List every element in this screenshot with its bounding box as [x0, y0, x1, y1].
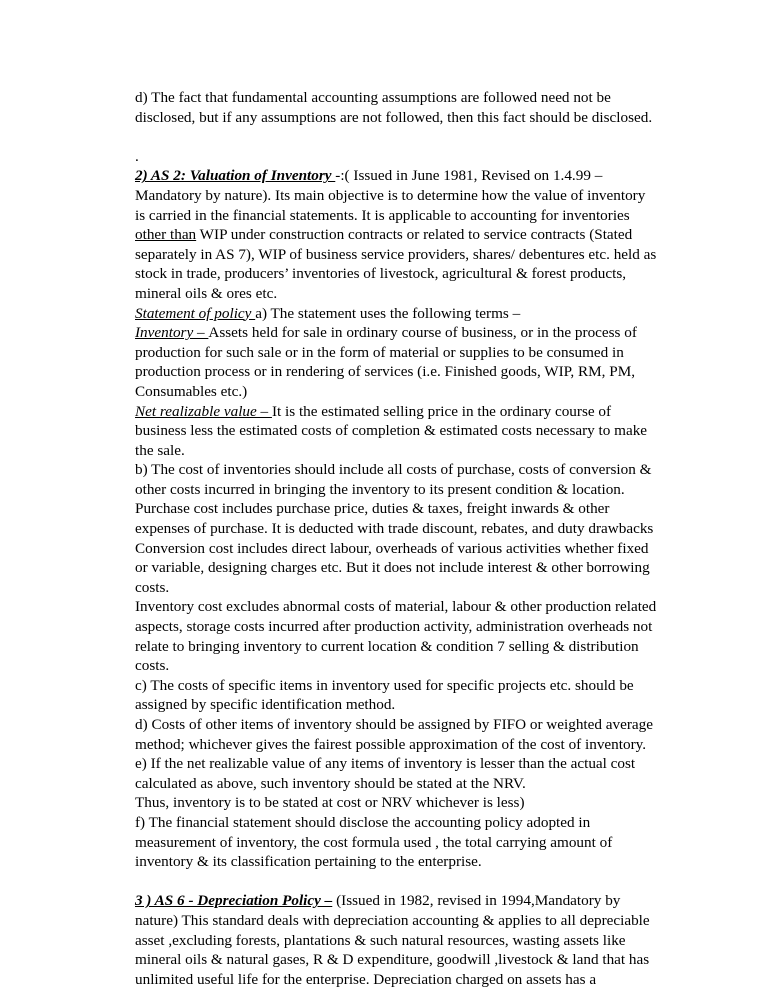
document-body: [135, 88, 657, 989]
blank-line-separator: [135, 127, 657, 147]
paragraph-as2-intro: [135, 166, 657, 225]
paragraph-statement-of-policy-text: a) The statement uses the following terms –: [255, 304, 521, 322]
paragraph-fifo-weighted-average: d) Costs of other items of inventory should be assigned by FIFO or weighted average method; whichever gives the fairest possible approximation of the cost of inventory.: [135, 716, 653, 753]
blank-line-separator-2: [135, 872, 657, 892]
paragraph-cost-or-nrv-conclusion: Thus, inventory is to be stated at cost or NRV whichever is less): [135, 794, 525, 812]
paragraph-inventory-definition-text: Assets held for sale in ordinary course of business, or in the process of production for such sale or in the form of material or supplies to be consumed in production process or in rendering of services (i.e. Finished goods, WIP, RM, PM, Consumables etc.): [135, 324, 637, 400]
paragraph-other-than-scope: [135, 225, 657, 303]
term-inventory: Inventory –: [135, 324, 209, 342]
paragraph-as6-intro-text: (Issued in 1982, revised in 1994,Mandatory by nature) This standard deals with depreciation accounting & applies to all depreciable asset ,excluding forests, plantations & such natural resources, wasting assets like mineral oils & natural gases, R & D expenditure, goodwill ,livestock & land that has unlimited useful life for the enterprise. Depreciation charged on assets has a: [135, 892, 650, 988]
underlined-other-than: other than: [135, 226, 197, 244]
paragraph-nrv-definition: [135, 402, 657, 461]
paragraph-other-than-scope-text: WIP under construction contracts or related to service contracts (Stated separately in AS 7), WIP of business service providers, shares/ debentures etc. held as stock in trade, producers’ inventories of livestock, agricultural & forest products, mineral oils & ores etc.: [135, 226, 657, 302]
paragraph-inventory-definition: [135, 323, 657, 401]
paragraph-nrv-definition-text: It is the estimated selling price in the ordinary course of business less the estimated costs of completion & estimated costs necessary to make the sale.: [135, 402, 648, 459]
paragraph-cost-of-inventories: b) The cost of inventories should include all costs of purchase, costs of conversion & other costs incurred in bringing the inventory to its present condition & location. Purchase cost includes purchase price, duties & taxes, freight inwards & other expenses of purchase. It is deducted with trade discount, rebates, and duty drawbacks Conversion cost includes direct labour, overheads of various activities whether fixed or variable, designing charges etc. But it does not include interest & other borrowing costs.: [135, 461, 654, 596]
paragraph-statement-of-policy: [135, 304, 657, 324]
paragraph-nrv-lesser-than-cost: e) If the net realizable value of any items of inventory is lesser than the actual cost calculated as above, such inventory should be stated at the NRV.: [135, 755, 636, 792]
paragraph-as2-intro-text: -:( Issued in June 1981, Revised on 1.4.99 – Mandatory by nature). Its main objective is to determine how the value of inventory is carried in the financial statements. It is applicable to accounting for inventories: [135, 167, 646, 224]
stray-period-line: .: [135, 147, 139, 165]
paragraph-inventory-cost-excludes: Inventory cost excludes abnormal costs of material, labour & other production related aspects, storage costs incurred after production activity, administration overheads not relate to bringing inventory to current location & condition 7 selling & distribution costs.: [135, 598, 657, 675]
heading-as2-valuation-of-inventory: 2) AS 2: Valuation of Inventory: [135, 167, 336, 185]
heading-as6-depreciation-policy: 3 ) AS 6 - Depreciation Policy –: [135, 892, 333, 910]
term-net-realizable-value: Net realizable value –: [135, 402, 272, 420]
paragraph-financial-statement-disclosure: f) The financial statement should disclose the accounting policy adopted in measurement of inventory, the cost formula used , the total carrying amount of inventory & its classification pertaining to the enterprise.: [135, 813, 613, 871]
term-statement-of-policy: Statement of policy: [135, 304, 256, 322]
paragraph-as6-intro: [135, 891, 657, 989]
paragraph-fundamental-assumptions: d) The fact that fundamental accounting assumptions are followed need not be disclosed, but if any assumptions are not followed, then this fact should be disclosed.: [135, 89, 653, 126]
paragraph-specific-identification: c) The costs of specific items in inventory used for specific projects etc. should be assigned by specific identification method.: [135, 676, 634, 714]
